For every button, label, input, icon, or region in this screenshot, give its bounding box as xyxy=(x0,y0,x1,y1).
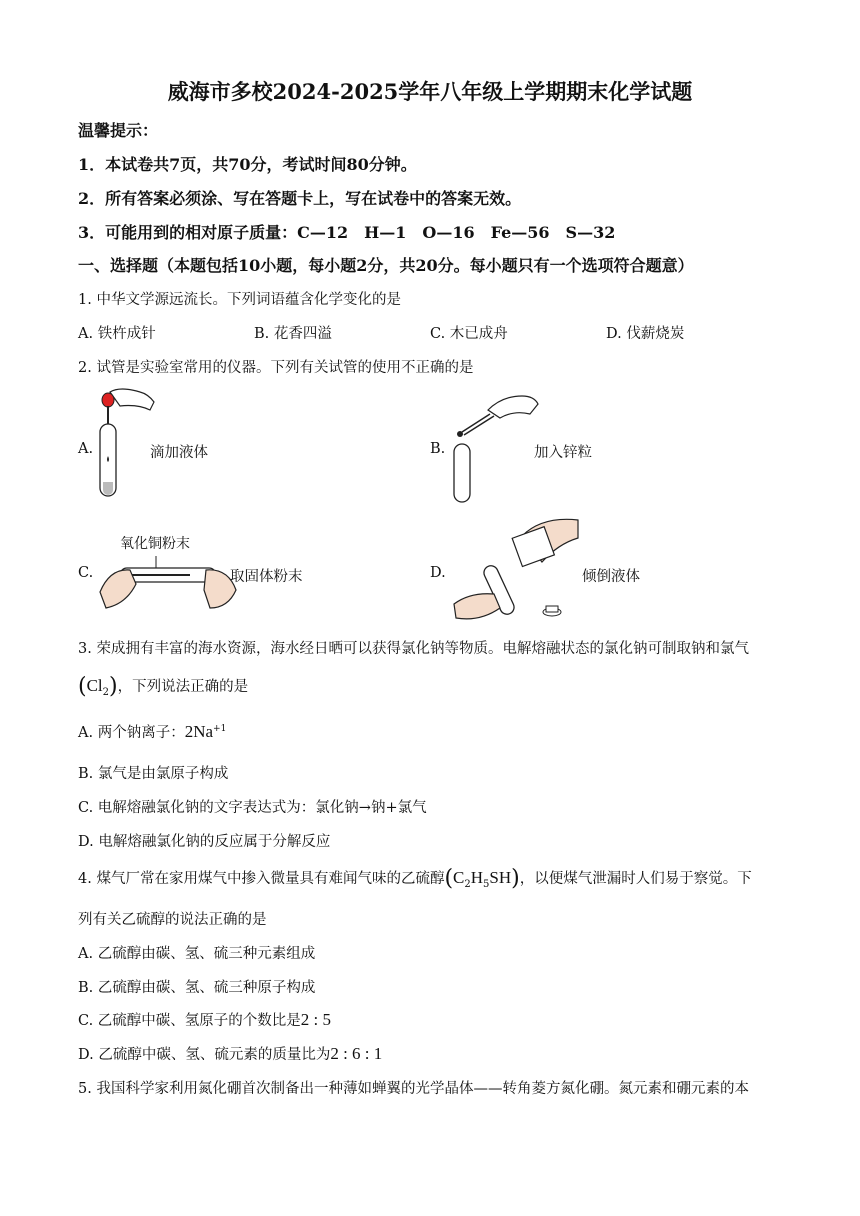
q2-option-b-letter: B. xyxy=(430,441,446,457)
q3-option-b: B. 氯气是由氯原子构成 xyxy=(78,766,229,782)
question-4-stem-line1: 4. 煤气厂常在家用煤气中掺入微量具有难闻气味的乙硫醇$(C_2H_5SH)$，以便煤气泄漏时人们易于察觉。下 xyxy=(78,866,752,891)
q2-option-d-letter: D. xyxy=(430,565,446,581)
q2-option-c-text: 取固体粉末 xyxy=(230,569,303,585)
question-4-stem-line2: 列有关乙硫醇的说法正确的是 xyxy=(78,912,267,928)
q3-option-d: D. 电解熔融氯化钠的反应属于分解反应 xyxy=(78,834,331,850)
q3-option-c: C. 电解熔融氯化钠的文字表达式为：氯化钠→钠+氯气 xyxy=(78,800,427,816)
q4-option-c: C. 乙硫醇中碳、氢原子的个数比是2 : 5 xyxy=(78,1010,332,1029)
q2-option-a-letter: A. xyxy=(78,441,94,457)
q2-option-c-letter: C. xyxy=(78,565,94,581)
q3-option-a: A. 两个钠离子：$2Na^{+1}$ xyxy=(78,722,227,741)
q2-option-d-text: 倾倒液体 xyxy=(582,569,640,585)
powder-test-tube-illustration xyxy=(98,552,238,612)
question-1-stem: 1. 中华文学源远流长。下列词语蕴含化学变化的是 xyxy=(78,292,401,308)
tip-item: 1．本试卷共7页，共70分，考试时间80分钟。 xyxy=(78,155,417,174)
question-2-stem: 2. 试管是实验室常用的仪器。下列有关试管的使用不正确的是 xyxy=(78,360,474,376)
q2-option-a-text: 滴加液体 xyxy=(150,445,208,461)
exam-title: 威海市多校2024-2025学年八年级上学期期末化学试题 xyxy=(167,79,693,104)
copper-oxide-label: 氧化铜粉末 xyxy=(120,536,190,552)
q4-option-a: A. 乙硫醇由碳、氢、硫三种元素组成 xyxy=(78,946,316,962)
q1-option-d: D. 伐薪烧炭 xyxy=(606,326,685,342)
question-5-stem: 5. 我国科学家利用氮化硼首次制备出一种薄如蝉翼的光学晶体——转角菱方氮化硼。氮元素和硼元素的本 xyxy=(78,1081,749,1097)
q1-option-b: B. 花香四溢 xyxy=(254,326,332,342)
q2-option-b-text: 加入锌粒 xyxy=(534,445,592,461)
question-3-stem-line2: $(Cl_2)$，下列说法正确的是 xyxy=(78,674,249,699)
tip-item: 3．可能用到的相对原子质量：C—12 H—1 O—16 Fe—56 S—32 xyxy=(78,223,616,242)
pouring-liquid-illustration xyxy=(452,516,582,624)
q4-option-b: B. 乙硫醇由碳、氢、硫三种原子构成 xyxy=(78,980,316,996)
q1-option-c: C. 木已成舟 xyxy=(430,326,508,342)
zinc-tweezers-illustration xyxy=(448,388,548,508)
q4-option-d: D. 乙硫醇中碳、氢、硫元素的质量比为2 : 6 : 1 xyxy=(78,1044,383,1063)
q1-option-a: A. 铁杵成针 xyxy=(78,326,156,342)
tips-heading: 温馨提示： xyxy=(78,121,159,140)
section-heading: 一、选择题（本题包括10小题，每小题2分，共20分。每小题只有一个选项符合题意） xyxy=(78,256,694,275)
dropper-test-tube-illustration xyxy=(96,386,156,506)
question-3-stem-line1: 3. 荣成拥有丰富的海水资源，海水经日晒可以获得氯化钠等物质。电解熔融状态的氯化钠可制取钠和氯气 xyxy=(78,641,749,657)
tip-item: 2．所有答案必须涂、写在答题卡上，写在试卷中的答案无效。 xyxy=(78,189,522,208)
